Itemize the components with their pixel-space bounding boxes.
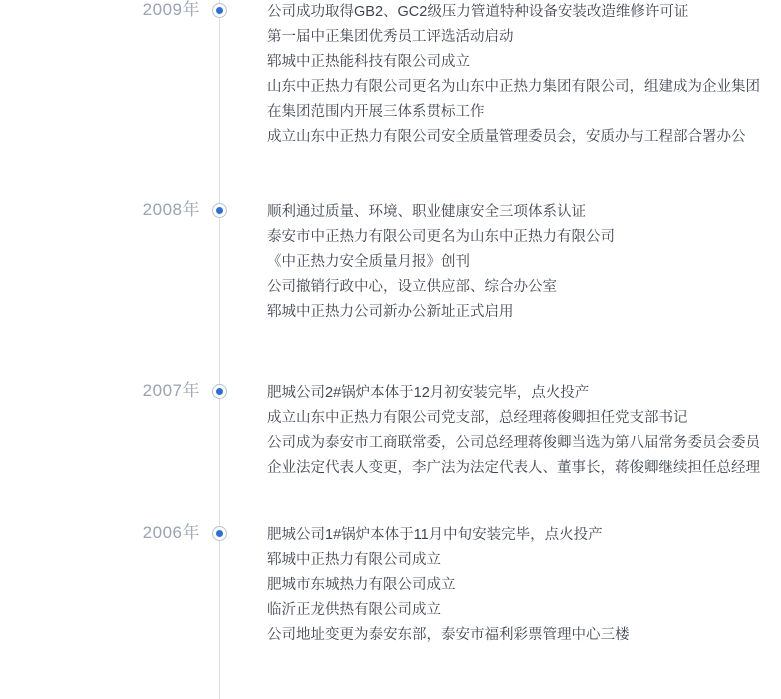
timeline-event-item: 郓城中正热力公司新办公新址正式启用 <box>267 304 514 320</box>
timeline-marker-dot-icon <box>216 7 223 14</box>
timeline-event-item: 郓城中正热力有限公司成立 <box>267 552 441 568</box>
timeline-year-label: 2007年 <box>142 381 200 400</box>
timeline-year-label: 2008年 <box>142 200 200 219</box>
timeline-event-item: 顺利通过质量、环境、职业健康安全三项体系认证 <box>267 204 586 220</box>
timeline-event-item: 公司成为泰安市工商联常委，公司总经理蒋俊卿当选为第八届常务委员会委员 <box>267 435 760 451</box>
timeline-event-item: 公司成功取得GB2、GC2级压力管道特种设备安装改造维修许可证 <box>267 4 689 20</box>
timeline-marker-dot-icon <box>216 530 223 537</box>
timeline-marker-icon <box>212 384 227 399</box>
timeline-event-item: 肥城公司2#锅炉本体于12月初安装完毕，点火投产 <box>267 385 590 401</box>
timeline-event-item: 第一届中正集团优秀员工评选活动启动 <box>267 29 514 45</box>
timeline-marker-dot-icon <box>216 388 223 395</box>
timeline-event-list <box>267 0 767 150</box>
timeline-year-label: 2009年 <box>142 0 200 19</box>
timeline-event-item: 山东中正热力有限公司更名为山东中正热力集团有限公司，组建成为企业集团 <box>267 79 760 95</box>
timeline-event-list <box>267 523 767 648</box>
timeline-year-label: 2006年 <box>142 523 200 542</box>
timeline-marker-icon <box>212 203 227 218</box>
timeline-rail <box>219 0 220 699</box>
timeline-event-item: 肥城市东城热力有限公司成立 <box>267 577 456 593</box>
timeline-marker-dot-icon <box>216 207 223 214</box>
timeline-event-item: 泰安市中正热力有限公司更名为山东中正热力有限公司 <box>267 229 615 245</box>
timeline-event-item: 成立山东中正热力有限公司党支部，总经理蒋俊卿担任党支部书记 <box>267 410 688 426</box>
timeline-event-item: 肥城公司1#锅炉本体于11月中旬安装完毕，点火投产 <box>267 527 603 543</box>
timeline-event-item: 临沂正龙供热有限公司成立 <box>267 602 441 618</box>
timeline-event-item: 公司撤销行政中心，设立供应部、综合办公室 <box>267 279 557 295</box>
timeline-event-list <box>267 200 767 325</box>
timeline-event-item: 《中正热力安全质量月报》创刊 <box>267 254 470 270</box>
timeline-event-item: 在集团范围内开展三体系贯标工作 <box>267 104 485 120</box>
timeline-event-item: 成立山东中正热力有限公司安全质量管理委员会，安质办与工程部合署办公 <box>267 129 746 145</box>
timeline-event-item: 郓城中正热能科技有限公司成立 <box>267 54 470 70</box>
timeline-event-item: 企业法定代表人变更，李广法为法定代表人、董事长，蒋俊卿继续担任总经理 <box>267 460 760 476</box>
timeline-marker-icon <box>212 3 227 18</box>
timeline-marker-icon <box>212 526 227 541</box>
timeline-event-list <box>267 381 767 481</box>
timeline-event-item: 公司地址变更为泰安东部，泰安市福利彩票管理中心三楼 <box>267 627 630 643</box>
